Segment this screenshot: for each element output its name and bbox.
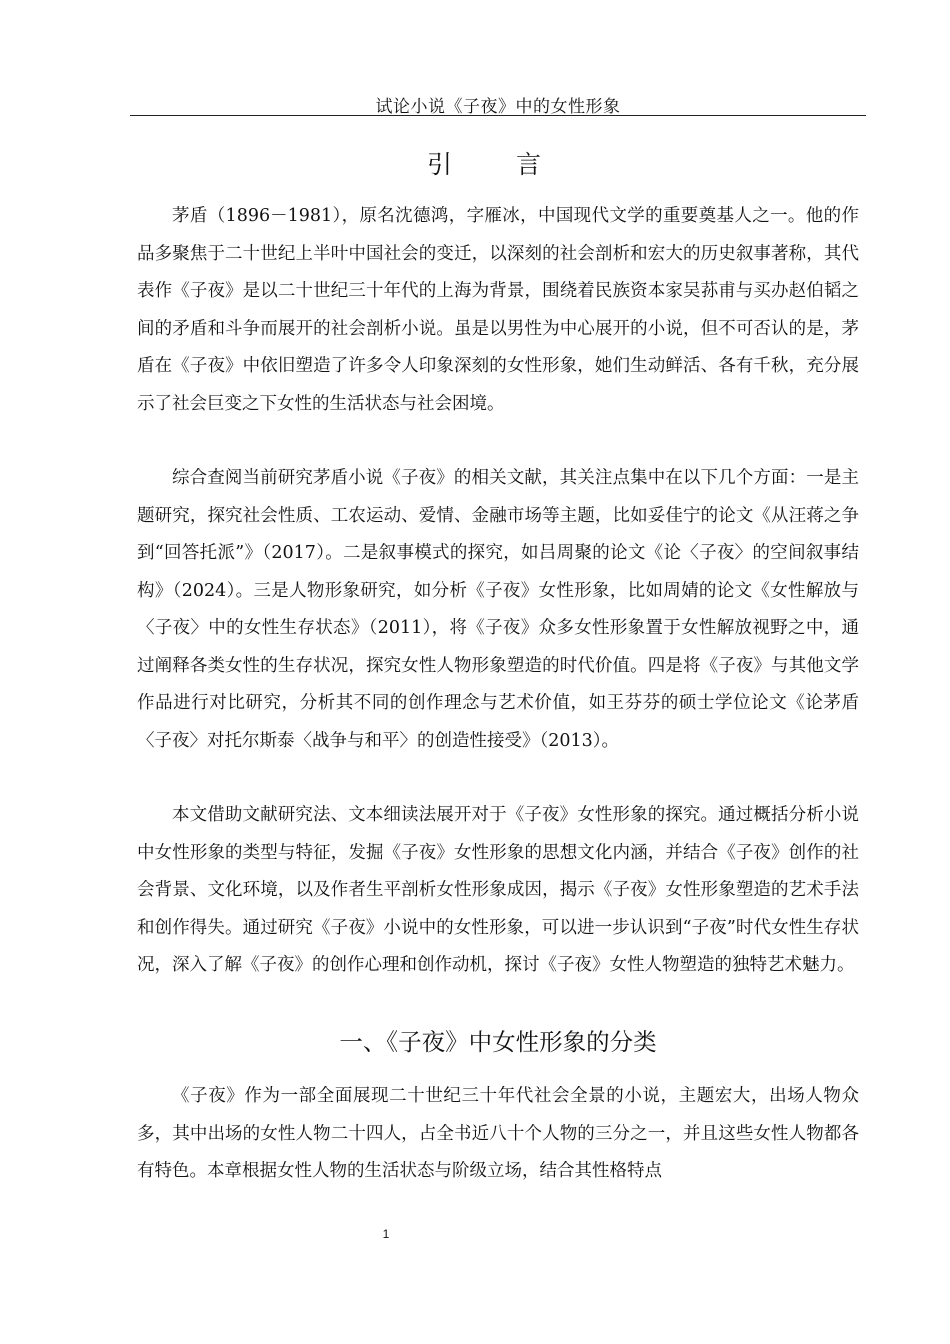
introduction-paragraph-3: 本文借助文献研究法、文本细读法展开对于《子夜》女性形象的探究。通过概括分析小说中女性形象的类型与特征，发掘《子夜》女性形象的思想文化内涵，并结合《子夜》创作的社会背景、文化环境，以及作者生平剖析女性形象成因，揭示《子夜》女性形象塑造的艺术手法和创作得失。通过研究《子夜》小说中的女性形象，可以进一步认识到“子夜”时代女性生存状况，深入了解《子夜》的创作心理和创作动机，探讨《子夜》女性人物塑造的独特艺术魅力。 — [137, 805, 859, 975]
page-number: 1 — [382, 1227, 390, 1241]
introduction-heading: 引 言 — [427, 150, 569, 179]
introduction-paragraph-1: 茅盾（1896－1981），原名沈德鸿，字雁冰，中国现代文学的重要奠基人之一。他的作品多聚焦于二十世纪上半叶中国社会的变迁，以深刻的社会剖析和宏大的历史叙事著称，其代表作《子夜》是以二十世纪三十年代的上海为背景，围绕着民族资本家吴荪甫与买办赵伯韬之间的矛盾和斗争而展开的社会剖析小说。虽是以男性为中心展开的小说，但不可否认的是，茅盾在《子夜》中依旧塑造了许多令人印象深刻的女性形象，她们生动鲜活、各有千秋，充分展示了社会巨变之下女性的生活状态与社会困境。 — [137, 206, 859, 414]
introduction-paragraph-2: 综合查阅当前研究茅盾小说《子夜》的相关文献，其关注点集中在以下几个方面：一是主题研究，探究社会性质、工农运动、爱情、金融市场等主题，比如妥佳宁的论文《从汪蒋之争到“回答托派”》（2017）。二是叙事模式的探究，如吕周聚的论文《论〈子夜〉的空间叙事结构》（2024）。三是人物形象研究，如分析《子夜》女性形象，比如周婧的论文《女性解放与〈子夜〉中的女性生存状态》（2011），将《子夜》众多女性形象置于女性解放视野之中，通过阐释各类女性的生存状况，探究女性人物形象塑造的时代价值。四是将《子夜》与其他文学作品进行对比研究，分析其不同的创作理念与艺术价值，如王芬芬的硕士学位论文《论茅盾〈子夜〉对托尔斯泰〈战争与和平〉的创造性接受》（2013）。 — [137, 468, 859, 751]
chapter-one-heading: 一、《子夜》中女性形象的分类 — [339, 1028, 657, 1056]
header-rule — [130, 115, 866, 116]
chapter-one-paragraph: 《子夜》作为一部全面展现二十世纪三十年代社会全景的小说，主题宏大，出场人物众多，其中出场的女性人物二十四人，占全书近八十个人物的三分之一，并且这些女性人物都各有特色。本章根据女性人物的生活状态与阶级立场，结合其性格特点 — [137, 1086, 859, 1181]
running-header-title: 试论小说《子夜》中的女性形象 — [375, 97, 621, 117]
